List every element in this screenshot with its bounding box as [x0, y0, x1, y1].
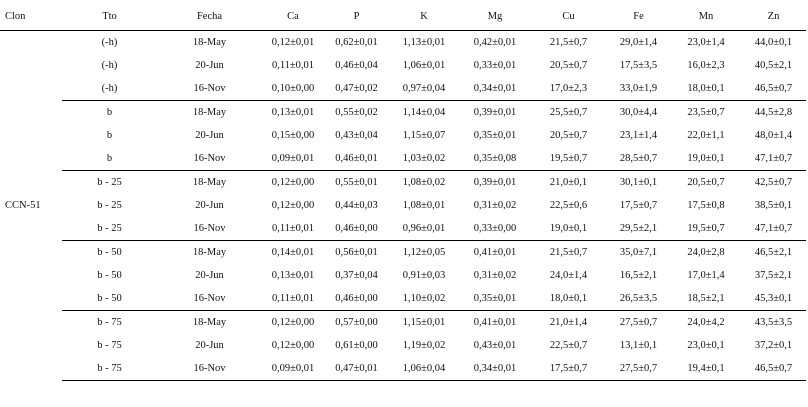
header-zn: Zn	[741, 3, 806, 31]
cell-p: 0,37±0,04	[335, 270, 378, 281]
cell-ca: 0,09±0,01	[262, 147, 324, 171]
cell-k: 0,91±0,03	[402, 270, 446, 281]
table-row	[0, 264, 806, 287]
cell-mg: 0,35±0,01	[459, 287, 531, 311]
cell-mg: 0,43±0,01	[473, 340, 517, 351]
cell-fe: 30,1±0,1	[619, 177, 658, 188]
cell-fecha: 16-Nov	[157, 287, 262, 311]
cell-tto: b	[106, 107, 113, 118]
cell-fecha: 20-Jun	[195, 130, 224, 141]
cell-mn: 24,0±4,2	[687, 317, 725, 328]
cell-fecha: 18-May	[192, 317, 227, 328]
cell-tto: b - 75	[97, 317, 122, 328]
header-fe: Fe	[606, 3, 671, 31]
cell-cu: 20,5±0,7	[549, 60, 588, 71]
cell-tto: b - 25	[97, 177, 122, 188]
cell-mn: 20,5±0,7	[687, 177, 725, 188]
cell-fe: 27,5±0,7	[606, 357, 671, 381]
header-mn: Mn	[671, 3, 741, 31]
cell-mn: 19,4±0,1	[671, 357, 741, 381]
cell-zn: 45,3±0,1	[741, 287, 806, 311]
cell-fe: 23,1±1,4	[619, 130, 658, 141]
cell-mg: 0,39±0,01	[473, 177, 517, 188]
cell-mg: 0,35±0,08	[459, 147, 531, 171]
table-row	[0, 77, 806, 101]
table-row	[0, 54, 806, 77]
cell-zn: 38,5±0,1	[754, 200, 793, 211]
cell-p: 0,61±0,00	[335, 340, 378, 351]
cell-tto: b	[62, 147, 157, 171]
cell-ca: 0,12±0,00	[271, 317, 315, 328]
cell-mn: 24,0±2,8	[687, 247, 725, 258]
cell-k: 1,15±0,01	[402, 317, 446, 328]
cell-cu: 20,5±0,7	[549, 130, 588, 141]
cell-tto: b - 25	[97, 200, 122, 211]
cell-k: 1,12±0,05	[402, 247, 446, 258]
cell-mn: 23,0±0,1	[687, 340, 725, 351]
cell-zn: 47,1±0,7	[741, 147, 806, 171]
table-row	[0, 241, 806, 265]
cell-fecha: 16-Nov	[157, 77, 262, 101]
cell-p: 0,47±0,02	[324, 77, 389, 101]
cell-zn: 46,5±2,1	[754, 247, 793, 258]
cell-fe: 27,5±0,7	[619, 317, 658, 328]
cell-mn: 17,0±1,4	[687, 270, 725, 281]
table-row	[0, 124, 806, 147]
cell-p: 0,46±0,04	[335, 60, 378, 71]
cell-fecha: 18-May	[192, 107, 227, 118]
cell-mg: 0,42±0,01	[473, 37, 517, 48]
cell-mn: 19,0±0,1	[671, 147, 741, 171]
cell-mn: 23,0±1,4	[687, 37, 725, 48]
cell-fecha: 16-Nov	[157, 217, 262, 241]
cell-k: 1,10±0,02	[389, 287, 459, 311]
header-clon: Clon	[0, 3, 62, 31]
cell-mg: 0,35±0,01	[473, 130, 517, 141]
cell-mn: 16,0±2,3	[687, 60, 725, 71]
table-row	[0, 311, 806, 335]
cell-fe: 35,0±7,1	[619, 247, 658, 258]
cell-k: 0,96±0,01	[389, 217, 459, 241]
cell-p: 0,55±0,02	[335, 107, 378, 118]
table-row	[0, 334, 806, 357]
cell-zn: 47,1±0,7	[741, 217, 806, 241]
cell-fecha: 20-Jun	[195, 270, 224, 281]
cell-p: 0,46±0,01	[324, 147, 389, 171]
cell-k: 1,08±0,02	[402, 177, 446, 188]
cell-fe: 29,0±1,4	[619, 37, 658, 48]
cell-mg: 0,39±0,01	[473, 107, 517, 118]
cell-ca: 0,12±0,00	[271, 177, 315, 188]
header-cu: Cu	[531, 3, 606, 31]
cell-ca: 0,12±0,01	[271, 37, 315, 48]
cell-tto: b - 50	[97, 247, 122, 258]
cell-mn: 17,5±0,8	[687, 200, 725, 211]
cell-fecha: 20-Jun	[195, 340, 224, 351]
cell-fecha: 18-May	[192, 247, 227, 258]
table-row	[0, 31, 806, 55]
cell-cu: 25,5±0,7	[549, 107, 588, 118]
cell-zn: 37,2±0,1	[754, 340, 793, 351]
cell-fe: 17,5±3,5	[619, 60, 658, 71]
cell-k: 1,06±0,04	[389, 357, 459, 381]
cell-ca: 0,13±0,01	[271, 107, 315, 118]
cell-ca: 0,11±0,01	[271, 60, 315, 71]
cell-cu: 17,5±0,7	[531, 357, 606, 381]
cell-ca: 0,13±0,01	[271, 270, 315, 281]
cell-k: 1,03±0,02	[389, 147, 459, 171]
cell-tto: b - 50	[62, 287, 157, 311]
cell-tto: (-h)	[101, 37, 118, 48]
cell-p: 0,62±0,01	[335, 37, 378, 48]
cell-tto: b - 75	[62, 357, 157, 381]
nutrient-table	[0, 3, 806, 381]
cell-mg: 0,33±0,01	[473, 60, 517, 71]
table-row	[0, 101, 806, 125]
cell-zn: 44,5±2,8	[754, 107, 793, 118]
clon-cell: CCN-51	[5, 200, 41, 212]
cell-p: 0,43±0,04	[335, 130, 378, 141]
cell-ca: 0,14±0,01	[271, 247, 315, 258]
cell-mn: 18,0±0,1	[671, 77, 741, 101]
cell-fecha: 18-May	[192, 177, 227, 188]
cell-mn: 22,0±1,1	[687, 130, 725, 141]
cell-mg: 0,34±0,01	[459, 357, 531, 381]
cell-zn: 42,5±0,7	[754, 177, 793, 188]
cell-mg: 0,34±0,01	[459, 77, 531, 101]
cell-ca: 0,12±0,00	[271, 200, 315, 211]
cell-tto: (-h)	[62, 77, 157, 101]
cell-tto: b - 25	[62, 217, 157, 241]
cell-zn: 46,5±0,7	[741, 357, 806, 381]
cell-k: 1,06±0,01	[402, 60, 446, 71]
header-mg: Mg	[459, 3, 531, 31]
table-row	[0, 194, 806, 217]
cell-fe: 26,5±3,5	[606, 287, 671, 311]
cell-k: 0,97±0,04	[389, 77, 459, 101]
cell-zn: 43,5±3,5	[754, 317, 793, 328]
table-row	[0, 217, 806, 241]
header-fecha: Fecha	[157, 3, 262, 31]
cell-k: 1,15±0,07	[402, 130, 446, 141]
cell-p: 0,46±0,00	[324, 287, 389, 311]
header-tto: Tto	[62, 3, 157, 31]
cell-fe: 33,0±1,9	[606, 77, 671, 101]
cell-cu: 21,0±1,4	[549, 317, 588, 328]
cell-cu: 21,0±0,1	[549, 177, 588, 188]
cell-ca: 0,12±0,00	[271, 340, 315, 351]
cell-cu: 21,5±0,7	[549, 37, 588, 48]
cell-mn: 19,5±0,7	[671, 217, 741, 241]
cell-fecha: 16-Nov	[157, 357, 262, 381]
cell-cu: 18,0±0,1	[531, 287, 606, 311]
header-p: P	[324, 3, 389, 31]
cell-zn: 48,0±1,4	[754, 130, 793, 141]
cell-mn: 23,5±0,7	[687, 107, 725, 118]
cell-tto: b - 75	[97, 340, 122, 351]
cell-k: 1,08±0,01	[402, 200, 446, 211]
header-row	[0, 3, 806, 31]
cell-mg: 0,31±0,02	[473, 200, 517, 211]
cell-tto: (-h)	[101, 60, 118, 71]
cell-zn: 44,0±0,1	[754, 37, 793, 48]
cell-zn: 46,5±0,7	[741, 77, 806, 101]
cell-fe: 29,5±2,1	[606, 217, 671, 241]
cell-ca: 0,15±0,00	[271, 130, 315, 141]
cell-k: 1,14±0,04	[402, 107, 446, 118]
cell-p: 0,47±0,01	[324, 357, 389, 381]
cell-cu: 22,5±0,6	[549, 200, 588, 211]
cell-fecha: 16-Nov	[157, 147, 262, 171]
cell-fe: 16,5±2,1	[619, 270, 658, 281]
cell-cu: 17,0±2,3	[531, 77, 606, 101]
cell-p: 0,55±0,01	[335, 177, 378, 188]
cell-k: 1,19±0,02	[402, 340, 446, 351]
cell-cu: 19,0±0,1	[531, 217, 606, 241]
cell-tto: b	[106, 130, 113, 141]
cell-p: 0,46±0,00	[324, 217, 389, 241]
header-k: K	[389, 3, 459, 31]
table-row	[0, 287, 806, 311]
cell-fecha: 20-Jun	[195, 60, 224, 71]
cell-cu: 24,0±1,4	[549, 270, 588, 281]
cell-p: 0,44±0,03	[335, 200, 378, 211]
cell-fe: 17,5±0,7	[619, 200, 658, 211]
cell-fe: 13,1±0,1	[619, 340, 658, 351]
table-header	[0, 3, 806, 31]
table-row	[0, 147, 806, 171]
cell-cu: 19,5±0,7	[531, 147, 606, 171]
cell-zn: 40,5±2,1	[754, 60, 793, 71]
cell-fe: 30,0±4,4	[619, 107, 658, 118]
cell-p: 0,57±0,00	[335, 317, 378, 328]
cell-tto: b - 50	[97, 270, 122, 281]
table-row	[0, 171, 806, 195]
header-ca: Ca	[262, 3, 324, 31]
cell-ca: 0,09±0,01	[262, 357, 324, 381]
table-body	[0, 31, 806, 381]
cell-mg: 0,41±0,01	[473, 317, 517, 328]
cell-ca: 0,11±0,01	[262, 217, 324, 241]
cell-fe: 28,5±0,7	[606, 147, 671, 171]
cell-fecha: 18-May	[192, 37, 227, 48]
cell-mg: 0,31±0,02	[473, 270, 517, 281]
cell-mg: 0,33±0,00	[459, 217, 531, 241]
cell-cu: 21,5±0,7	[549, 247, 588, 258]
cell-p: 0,56±0,01	[335, 247, 378, 258]
cell-ca: 0,11±0,01	[262, 287, 324, 311]
cell-k: 1,13±0,01	[402, 37, 446, 48]
cell-mg: 0,41±0,01	[473, 247, 517, 258]
cell-zn: 37,5±2,1	[754, 270, 793, 281]
cell-cu: 22,5±0,7	[549, 340, 588, 351]
cell-mn: 18,5±2,1	[671, 287, 741, 311]
cell-ca: 0,10±0,00	[262, 77, 324, 101]
cell-fecha: 20-Jun	[195, 200, 224, 211]
table-row	[0, 357, 806, 381]
